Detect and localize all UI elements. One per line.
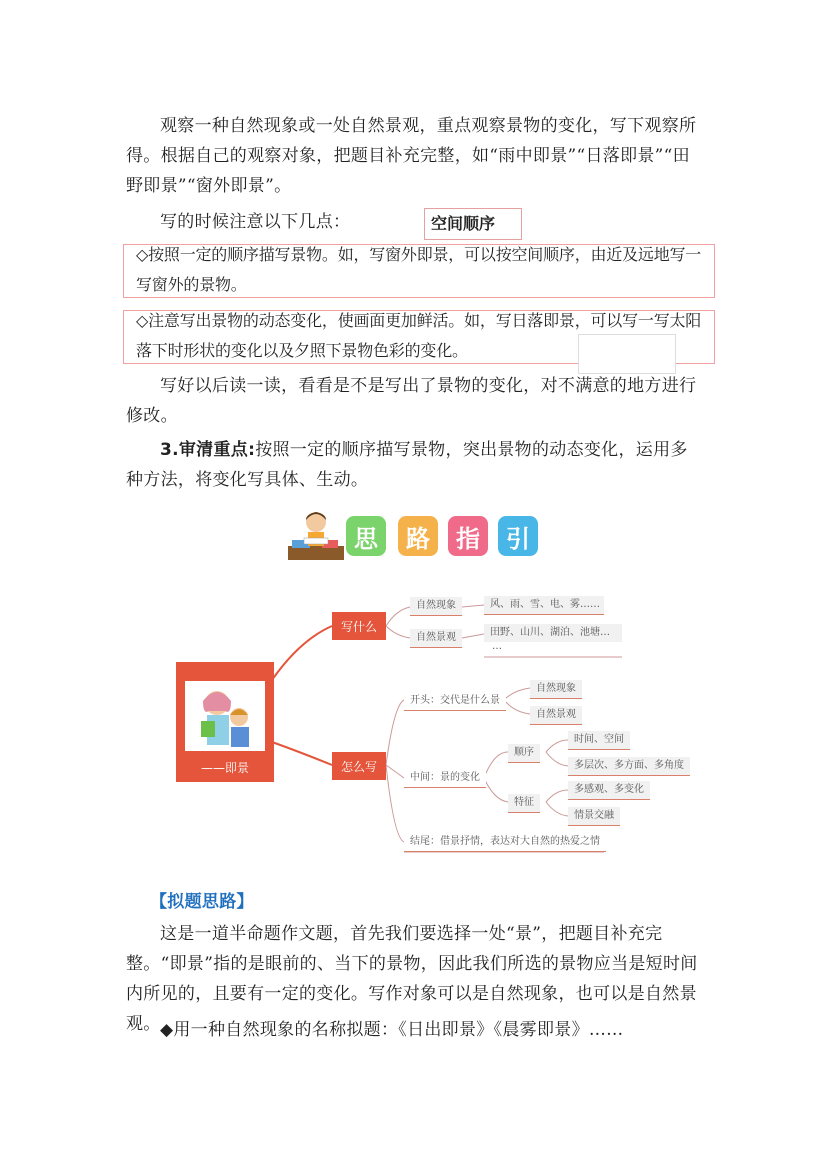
mindmap-feature: 特征 <box>508 794 540 813</box>
mindmap-order-multi: 多层次、多方面、多角度 <box>568 757 690 776</box>
mindmap-order-time-space: 时间、空间 <box>568 731 630 750</box>
mindmap-node-how: 怎么写 <box>332 752 386 780</box>
paragraph-review: 写好以后读一读，看看是不是写出了景物的变化，对不满意的地方进行修改。 <box>126 376 697 426</box>
mindmap-what-landscape-detail-more: … <box>492 641 502 652</box>
banner-tile-1: 思 <box>346 516 386 556</box>
paragraph-notes-intro: 写的时候注意以下几点： <box>160 212 351 232</box>
mindmap-middle: 中间：景的变化 <box>404 769 486 788</box>
mindmap-what-landscape-detail: 田野、山川、湖泊、池塘… <box>484 624 622 642</box>
focus-text: 按照一定的顺序描写景物，突出景物的动态变化，运用多种方法，将变化写具体、生动。 <box>126 440 688 490</box>
section-title: 【拟题思路】 <box>150 892 254 912</box>
mindmap-what-natural-phenomena: 自然现象 <box>410 597 462 616</box>
mindmap-what-phenomena-detail: 风、雨、雪、电、雾…… <box>484 596 604 615</box>
mindmap-opening-phenomena: 自然现象 <box>530 680 582 699</box>
mindmap-opening: 开头：交代是什么景 <box>404 692 506 711</box>
mindmap-opening-landscape: 自然景观 <box>530 706 582 725</box>
paragraph-intro: 观察一种自然现象或一处自然景观，重点观察景物的变化，写下观察所得。根据自己的观察对象，把题目补充完整，如“雨中即景”“日落即景”“田野即景”“窗外即景”。 <box>126 116 697 196</box>
banner-tile-2: 路 <box>398 516 438 556</box>
focus-label: 3.审清重点: <box>160 440 256 460</box>
paragraph-order: ◇按照一定的顺序描写景物。如，写窗外即景，可以按空间顺序，由近及远地写一写窗外的景物。 <box>136 245 702 294</box>
banner-tile-4: 引 <box>498 516 538 556</box>
mindmap-what-natural-landscape: 自然景观 <box>410 629 462 648</box>
callout-tag-spatial-order: 空间顺序 <box>424 208 522 240</box>
banner-tile-3: 指 <box>448 516 488 556</box>
paragraph-topic-example: ◆用一种自然现象的名称拟题：《日出即景》《晨雾即景》…… <box>160 1020 624 1040</box>
mindmap-order: 顺序 <box>508 744 540 763</box>
mother-child-illustration-icon <box>185 681 265 751</box>
paragraph-topic-idea: 这是一道半命题作文题，首先我们要选择一处“景”，把题目补充完整。“即景”指的是眼前的、当下的景物，因此我们所选的景物应当是短时间内所见的，且要有一定的变化。写作对象可以是自然现象，也可以是自然景观。 <box>126 924 698 1034</box>
mindmap-feature-emotion: 情景交融 <box>568 807 620 826</box>
mindmap-node-what: 写什么 <box>332 612 386 640</box>
mindmap-root-label: ——即景 <box>200 760 249 775</box>
mindmap-feature-senses: 多感观、多变化 <box>568 781 650 800</box>
paragraph-dynamic: ◇注意写出景物的动态变化，使画面更加鲜活。如，写日落即景，可以写一写太阳落下时形状的变化以及夕照下景物色彩的变化。 <box>136 311 702 360</box>
mindmap-root <box>176 662 274 782</box>
mindmap-ending: 结尾：借景抒情，表达对大自然的热爱之情 <box>404 833 606 852</box>
